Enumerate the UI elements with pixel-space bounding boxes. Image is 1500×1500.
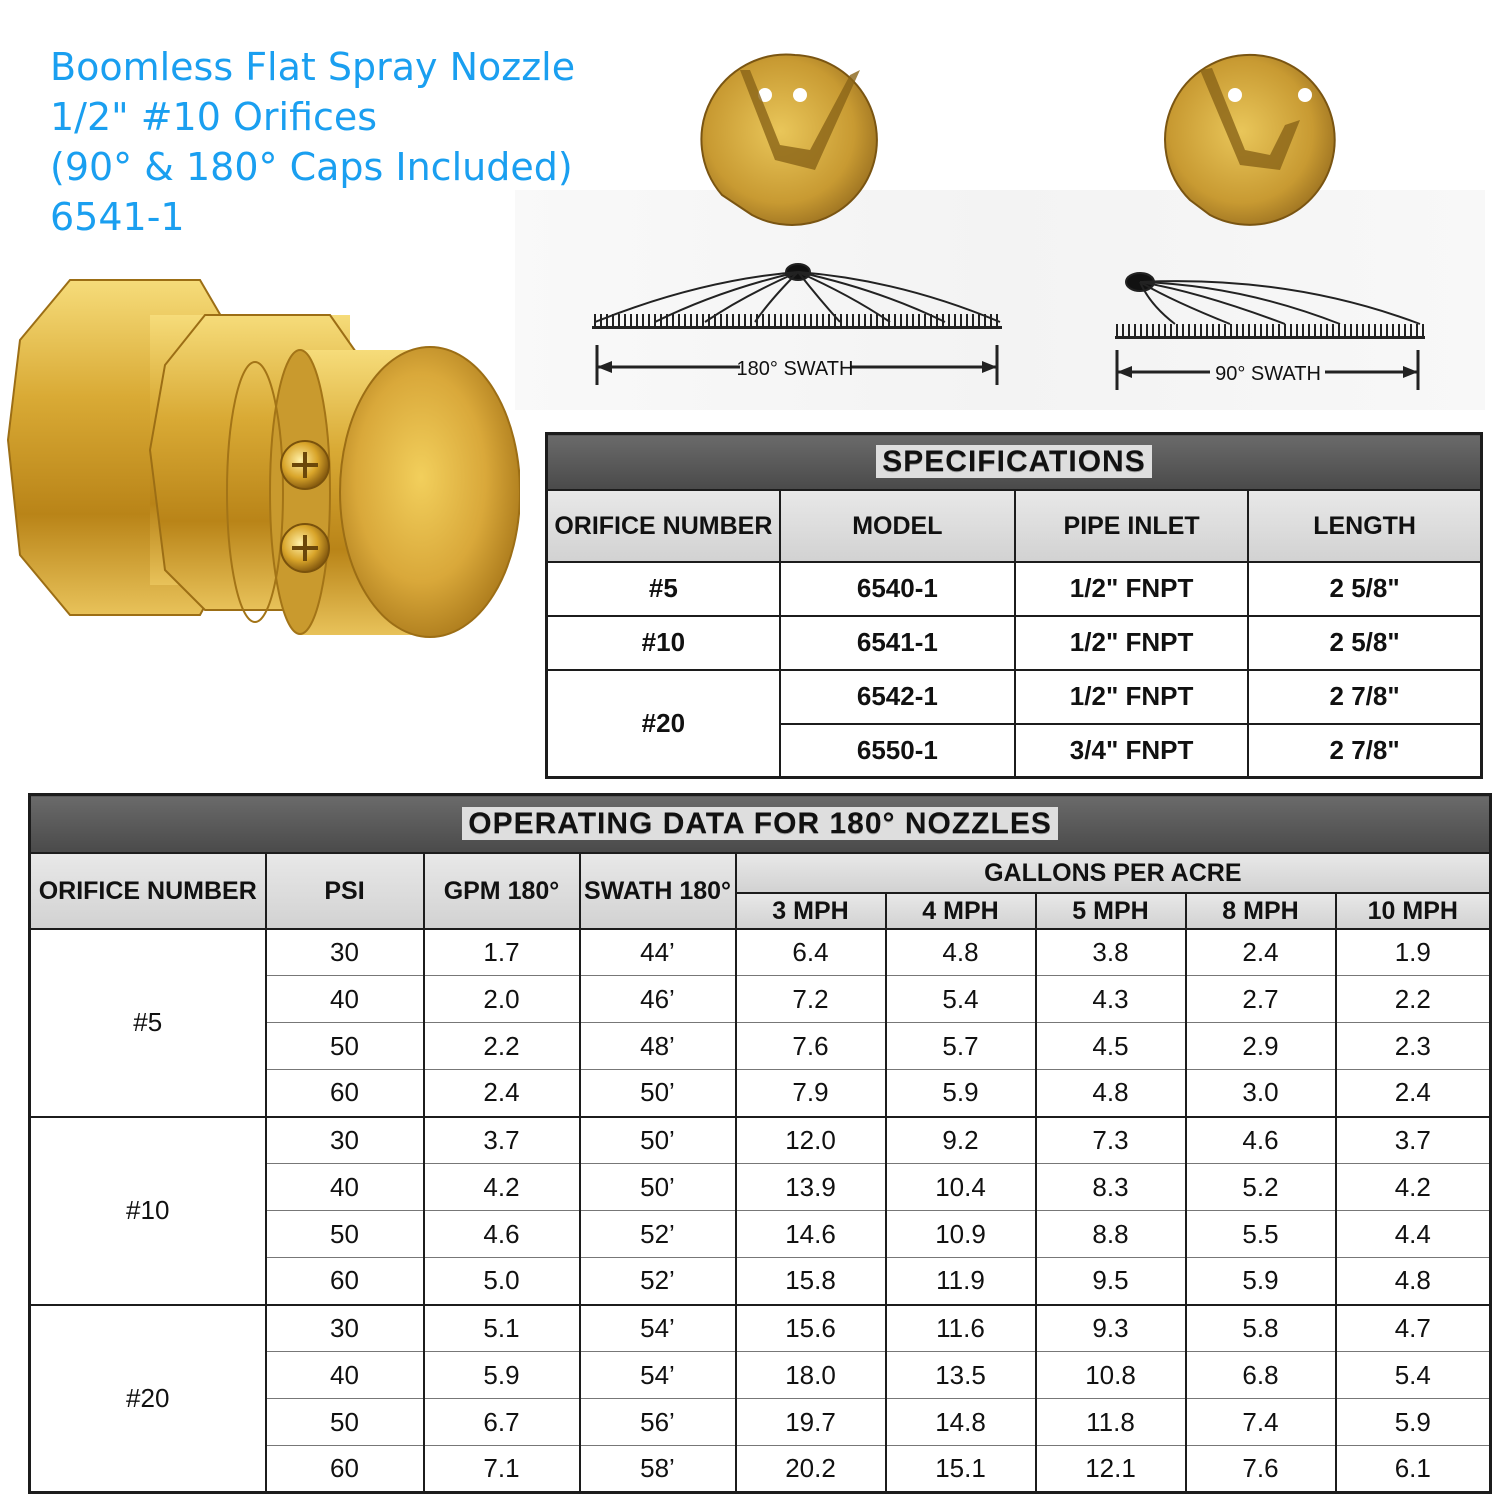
op-gpm-cell: 3.7 (424, 1117, 580, 1164)
spec-model: 6541-1 (780, 616, 1015, 670)
op-gpm-cell: 6.7 (424, 1399, 580, 1446)
spec-row (547, 562, 1482, 616)
op-psi-cell: 60 (266, 1258, 424, 1305)
op-gpa-3mph-cell: 6.4 (736, 929, 886, 976)
op-psi-cell: 40 (266, 976, 424, 1023)
op-psi-cell: 60 (266, 1070, 424, 1117)
op-header-psi: PSI (266, 853, 424, 929)
op-gpa-4mph-cell: 5.9 (886, 1070, 1036, 1117)
op-swath-cell: 50’ (580, 1070, 736, 1117)
op-swath-cell: 44’ (580, 929, 736, 976)
op-gpa-10mph-cell: 4.7 (1336, 1305, 1491, 1352)
cap-90-image (1165, 55, 1335, 225)
op-header-gpa: GALLONS PER ACRE (736, 853, 1491, 893)
op-gpa-3mph-cell: 15.8 (736, 1258, 886, 1305)
op-psi-cell: 30 (266, 929, 424, 976)
op-gpa-4mph-cell: 11.9 (886, 1258, 1036, 1305)
op-header-orifice: ORIFICE NUMBER (30, 853, 266, 929)
op-gpm-cell: 2.0 (424, 976, 580, 1023)
spec-orifice: #20 (547, 670, 780, 778)
spec-model: 6540-1 (780, 562, 1015, 616)
op-swath-cell: 58’ (580, 1446, 736, 1493)
spec-row (547, 670, 1482, 724)
op-gpa-4mph-cell: 4.8 (886, 929, 1036, 976)
op-gpa-3mph-cell: 15.6 (736, 1305, 886, 1352)
op-gpa-3mph-cell: 12.0 (736, 1117, 886, 1164)
op-swath-cell: 48’ (580, 1023, 736, 1070)
op-gpa-5mph-cell: 12.1 (1036, 1446, 1186, 1493)
spec-length: 2 5/8" (1248, 616, 1481, 670)
op-gpa-10mph-cell: 3.7 (1336, 1117, 1491, 1164)
op-psi-cell: 50 (266, 1023, 424, 1070)
operating-table-body (30, 929, 1491, 1493)
spec-inlet: 1/2" FNPT (1015, 562, 1248, 616)
op-psi-cell: 60 (266, 1446, 424, 1493)
op-gpa-8mph-cell: 3.0 (1186, 1070, 1336, 1117)
op-gpa-5mph-cell: 8.3 (1036, 1164, 1186, 1211)
op-psi-cell: 40 (266, 1352, 424, 1399)
op-gpa-8mph-cell: 2.9 (1186, 1023, 1336, 1070)
spray-pattern-90 (1126, 273, 1420, 324)
op-gpa-8mph-cell: 7.4 (1186, 1399, 1336, 1446)
op-gpa-3mph-cell: 7.6 (736, 1023, 886, 1070)
spec-header-model: MODEL (780, 490, 1015, 562)
op-gpa-10mph-cell: 4.2 (1336, 1164, 1491, 1211)
spec-orifice: #10 (547, 616, 780, 670)
spec-inlet: 3/4" FNPT (1015, 724, 1248, 778)
op-gpa-4mph-cell: 9.2 (886, 1117, 1036, 1164)
op-psi-cell: 30 (266, 1305, 424, 1352)
op-gpa-4mph-cell: 13.5 (886, 1352, 1036, 1399)
op-gpm-cell: 5.1 (424, 1305, 580, 1352)
op-psi-cell: 30 (266, 1117, 424, 1164)
swath-180-label: 180° SWATH (736, 358, 854, 380)
op-gpa-10mph-cell: 5.4 (1336, 1352, 1491, 1399)
op-gpa-8mph-cell: 2.7 (1186, 976, 1336, 1023)
spec-header-length: LENGTH (1248, 490, 1481, 562)
op-gpa-5mph-cell: 9.5 (1036, 1258, 1186, 1305)
title-line-3: (90° & 180° Caps Included) (50, 145, 573, 189)
op-swath-cell: 50’ (580, 1164, 736, 1211)
op-gpa-10mph-cell: 5.9 (1336, 1399, 1491, 1446)
cap-180-image (701, 55, 876, 225)
op-gpa-3mph-cell: 14.6 (736, 1211, 886, 1258)
swath-90-label: 90° SWATH (1215, 363, 1321, 385)
specifications-table (545, 432, 1483, 779)
op-gpa-10mph-cell: 2.4 (1336, 1070, 1491, 1117)
op-gpa-8mph-cell: 5.9 (1186, 1258, 1336, 1305)
swath-diagrams (515, 0, 1500, 420)
op-psi-cell: 50 (266, 1399, 424, 1446)
op-gpa-3mph-cell: 19.7 (736, 1399, 886, 1446)
op-swath-cell: 52’ (580, 1258, 736, 1305)
op-swath-cell: 54’ (580, 1352, 736, 1399)
op-gpa-10mph-cell: 4.8 (1336, 1258, 1491, 1305)
op-header-speed: 10 MPH (1336, 893, 1491, 929)
spec-row (547, 616, 1482, 670)
op-gpa-5mph-cell: 7.3 (1036, 1117, 1186, 1164)
op-gpa-4mph-cell: 5.7 (886, 1023, 1036, 1070)
operating-row (30, 929, 1491, 976)
op-gpa-4mph-cell: 5.4 (886, 976, 1036, 1023)
op-gpa-8mph-cell: 5.8 (1186, 1305, 1336, 1352)
op-gpm-cell: 7.1 (424, 1446, 580, 1493)
spec-inlet: 1/2" FNPT (1015, 616, 1248, 670)
op-header-speed: 5 MPH (1036, 893, 1186, 929)
spec-inlet: 1/2" FNPT (1015, 670, 1248, 724)
operating-title: OPERATING DATA FOR 180° NOZZLES (30, 795, 1491, 853)
title-line-4: 6541-1 (50, 195, 185, 239)
op-orifice-cell: #20 (30, 1305, 266, 1493)
op-gpa-8mph-cell: 2.4 (1186, 929, 1336, 976)
spec-orifice: #5 (547, 562, 780, 616)
op-gpa-3mph-cell: 13.9 (736, 1164, 886, 1211)
op-gpm-cell: 5.9 (424, 1352, 580, 1399)
op-gpa-5mph-cell: 3.8 (1036, 929, 1186, 976)
op-header-speed: 4 MPH (886, 893, 1036, 929)
spray-pattern-180 (595, 264, 1000, 322)
op-gpa-4mph-cell: 10.9 (886, 1211, 1036, 1258)
op-gpm-cell: 1.7 (424, 929, 580, 976)
spec-length: 2 7/8" (1248, 724, 1481, 778)
spec-length: 2 5/8" (1248, 562, 1481, 616)
op-gpa-10mph-cell: 2.3 (1336, 1023, 1491, 1070)
op-gpa-8mph-cell: 5.5 (1186, 1211, 1336, 1258)
op-header-speed: 8 MPH (1186, 893, 1336, 929)
op-gpa-8mph-cell: 4.6 (1186, 1117, 1336, 1164)
op-gpa-5mph-cell: 4.3 (1036, 976, 1186, 1023)
op-gpa-5mph-cell: 9.3 (1036, 1305, 1186, 1352)
op-swath-cell: 52’ (580, 1211, 736, 1258)
op-orifice-cell: #5 (30, 929, 266, 1117)
op-gpm-cell: 5.0 (424, 1258, 580, 1305)
op-gpa-4mph-cell: 15.1 (886, 1446, 1036, 1493)
spec-model: 6542-1 (780, 670, 1015, 724)
op-gpm-cell: 2.4 (424, 1070, 580, 1117)
operating-row (30, 1117, 1491, 1164)
op-gpa-3mph-cell: 18.0 (736, 1352, 886, 1399)
op-gpa-8mph-cell: 5.2 (1186, 1164, 1336, 1211)
op-psi-cell: 50 (266, 1211, 424, 1258)
op-gpa-5mph-cell: 4.5 (1036, 1023, 1186, 1070)
op-gpa-4mph-cell: 14.8 (886, 1399, 1036, 1446)
op-gpa-4mph-cell: 10.4 (886, 1164, 1036, 1211)
op-gpa-5mph-cell: 8.8 (1036, 1211, 1186, 1258)
op-gpa-8mph-cell: 7.6 (1186, 1446, 1336, 1493)
specifications-title: SPECIFICATIONS (547, 434, 1482, 490)
spec-header-orifice: ORIFICE NUMBER (547, 490, 780, 562)
spec-length: 2 7/8" (1248, 670, 1481, 724)
operating-data-table (28, 793, 1492, 1494)
spec-header-inlet: PIPE INLET (1015, 490, 1248, 562)
op-gpa-3mph-cell: 7.9 (736, 1070, 886, 1117)
op-orifice-cell: #10 (30, 1117, 266, 1305)
op-gpm-cell: 4.6 (424, 1211, 580, 1258)
op-swath-cell: 50’ (580, 1117, 736, 1164)
operating-row (30, 1305, 1491, 1352)
op-swath-cell: 54’ (580, 1305, 736, 1352)
op-gpa-3mph-cell: 20.2 (736, 1446, 886, 1493)
op-gpa-5mph-cell: 11.8 (1036, 1399, 1186, 1446)
op-gpm-cell: 2.2 (424, 1023, 580, 1070)
op-gpm-cell: 4.2 (424, 1164, 580, 1211)
op-gpa-5mph-cell: 4.8 (1036, 1070, 1186, 1117)
op-swath-cell: 46’ (580, 976, 736, 1023)
op-gpa-10mph-cell: 1.9 (1336, 929, 1491, 976)
op-psi-cell: 40 (266, 1164, 424, 1211)
op-gpa-10mph-cell: 6.1 (1336, 1446, 1491, 1493)
title-line-2: 1/2" #10 Orifices (50, 95, 378, 139)
spec-model: 6550-1 (780, 724, 1015, 778)
op-swath-cell: 56’ (580, 1399, 736, 1446)
op-gpa-10mph-cell: 4.4 (1336, 1211, 1491, 1258)
op-gpa-10mph-cell: 2.2 (1336, 976, 1491, 1023)
title-line-1: Boomless Flat Spray Nozzle (50, 45, 576, 89)
op-gpa-3mph-cell: 7.2 (736, 976, 886, 1023)
op-header-swath: SWATH 180° (580, 853, 736, 929)
op-gpa-8mph-cell: 6.8 (1186, 1352, 1336, 1399)
nozzle-product-image (0, 270, 520, 650)
op-gpa-5mph-cell: 10.8 (1036, 1352, 1186, 1399)
op-header-gpm: GPM 180° (424, 853, 580, 929)
op-header-speed: 3 MPH (736, 893, 886, 929)
op-gpa-4mph-cell: 11.6 (886, 1305, 1036, 1352)
